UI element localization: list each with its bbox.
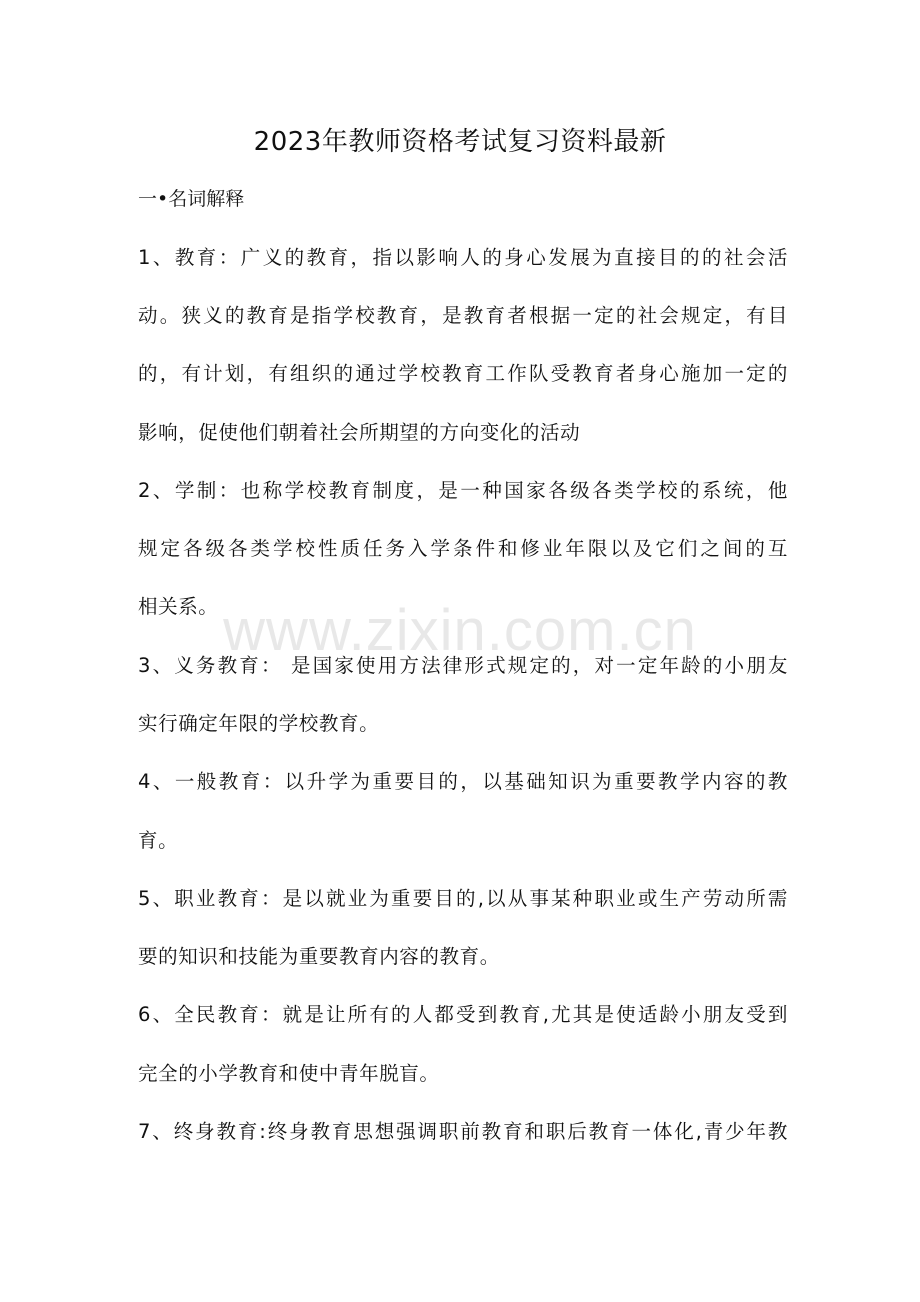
text-line: 育。 (138, 829, 179, 852)
text-line: 4、一般教育：以升学为重要目的，以基础知识为重要教学内容的教 (138, 770, 788, 793)
text-line: 2、学制：也称学校教育制度，是一种国家各级各类学校的系统，他 (138, 479, 788, 502)
text-line: 动。狭义的教育是指学校教育，是教育者根据一定的社会规定，有目 (138, 304, 788, 327)
document-title: 2023年教师资格考试复习资料最新 (253, 127, 667, 157)
text-line: 7、终身教育:终身教育思想强调职前教育和职后教育一体化,青少年教 (138, 1120, 788, 1143)
text-line: 规定各级各类学校性质任务入学条件和修业年限以及它们之间的互 (138, 537, 788, 560)
text-line: 影响，促使他们朝着社会所期望的方向变化的活动 (138, 421, 581, 444)
text-line: 的，有计划，有组织的通过学校教育工作队受教育者身心施加一定的 (138, 362, 788, 385)
section-heading: 一•名词解释 (138, 188, 245, 210)
text-line: 相关系。 (138, 595, 219, 618)
text-line: 1、教育：广义的教育，指以影响人的身心发展为直接目的的社会活 (138, 246, 788, 269)
text-line: 完全的小学教育和使中青年脱盲。 (138, 1062, 440, 1085)
watermark: www.zixin.com.cn (223, 598, 697, 663)
text-line: 3、义务教育： 是国家使用方法律形式规定的，对一定年龄的小朋友 (138, 654, 788, 677)
text-line: 5、职业教育：是以就业为重要目的,以从事某种职业或生产劳动所需 (138, 887, 788, 910)
text-line: 要的知识和技能为重要教育内容的教育。 (138, 945, 500, 968)
text-line: 实行确定年限的学校教育。 (138, 712, 380, 735)
text-line: 6、全民教育：就是让所有的人都受到教育,尤其是使适龄小朋友受到 (138, 1003, 788, 1026)
